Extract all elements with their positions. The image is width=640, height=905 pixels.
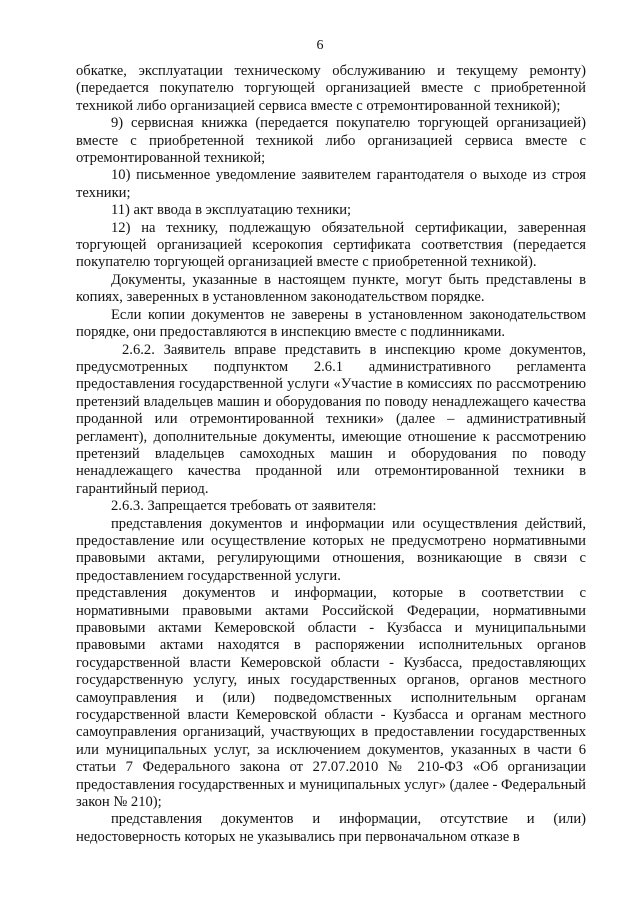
paragraph-copies: Документы, указанные в настоящем пункте, могут быть представлены в копиях, заверенных в установленном законодательством порядке. [76, 271, 586, 306]
list-item-10: 10) письменное уведомление заявителем гарантодателя о выходе из строя техники; [76, 167, 586, 201]
prohibition-item-2: представления документов и информации, которые в соответствии с нормативными правовыми актами Российской Федерации, нормативными правовыми актами Кемеровской области - Кузбасса и муниципальными правовыми актами находятся в распоряжении исполнительных органов государственной власти Кемеровской области - Кузбасса, предоставляющих государственную услугу, иных государственных органов, органов местного самоуправления и (или) подведомственных исполнительным органам государственной власти Кемеровской области - Кузбасса и органам местного самоуправления организаций, участвующих в предоставлении государственных или муниципальных услуг, за исключением документов, указанных в части 6 статьи 7 Федерального закона от 27.07.2010 № 210-ФЗ «Об организации предоставления государственных и муниципальных услуг» (далее - Федеральный закон № 210); [76, 585, 586, 811]
page-number: 6 [316, 38, 324, 53]
list-item-9: 9) сервисная книжка (передается покупателю торгующей организацией) вместе с приобретенной техникой либо организацией сервиса вместе с отремонтированной техникой; [76, 115, 586, 167]
list-item-11: 11) акт ввода в эксплуатацию техники; [111, 202, 352, 219]
paragraph-continuation: обкатке, эксплуатации техническому обслуживанию и текущему ремонту) (передается покупателю торгующей организацией вместе с приобретенной техникой либо организацией сервиса вместе с отремонтированной техникой); [76, 63, 586, 114]
prohibition-item-3: представления документов и информации, отсутствие и (или) недостоверность которых не указывались при первоначальном отказе в [76, 811, 586, 845]
prohibition-item-1: представления документов и информации или осуществления действий, предоставление или осуществление которых не предусмотрено нормативными правовыми актами, регулирующими отношения, возникающие в связи с предоставлением государственной услуги. [76, 515, 586, 584]
paragraph-originals: Если копии документов не заверены в установленном законодательством порядке, они предоставляются в инспекцию вместе с подлинниками. [76, 306, 586, 341]
list-item-12: 12) на технику, подлежащую обязательной сертификации, заверенная торгующей организацией ксерокопия сертификата соответствия (передается покупателю торгующей организацией вместе с приобретенной техникой). [76, 219, 586, 271]
document-body [76, 63, 586, 846]
clause-2-6-3: 2.6.3. Запрещается требовать от заявителя: [111, 498, 377, 515]
clause-2-6-2: 2.6.2. Заявитель вправе представить в инспекцию кроме документов, предусмотренных подпунктом 2.6.1 административного регламента предоставления государственной услуги «Участие в комиссиях по рассмотрению претензий владельцев машин и оборудования по поводу ненадлежащего качества проданной или отремонтированной техники» (далее – административный регламент), дополнительные документы, имеющие отношение к рассмотрению претензий владельцев самоходных машин и оборудования по поводу ненадлежащего качества проданной или отремонтированной техники в гарантийный период. [76, 341, 586, 497]
